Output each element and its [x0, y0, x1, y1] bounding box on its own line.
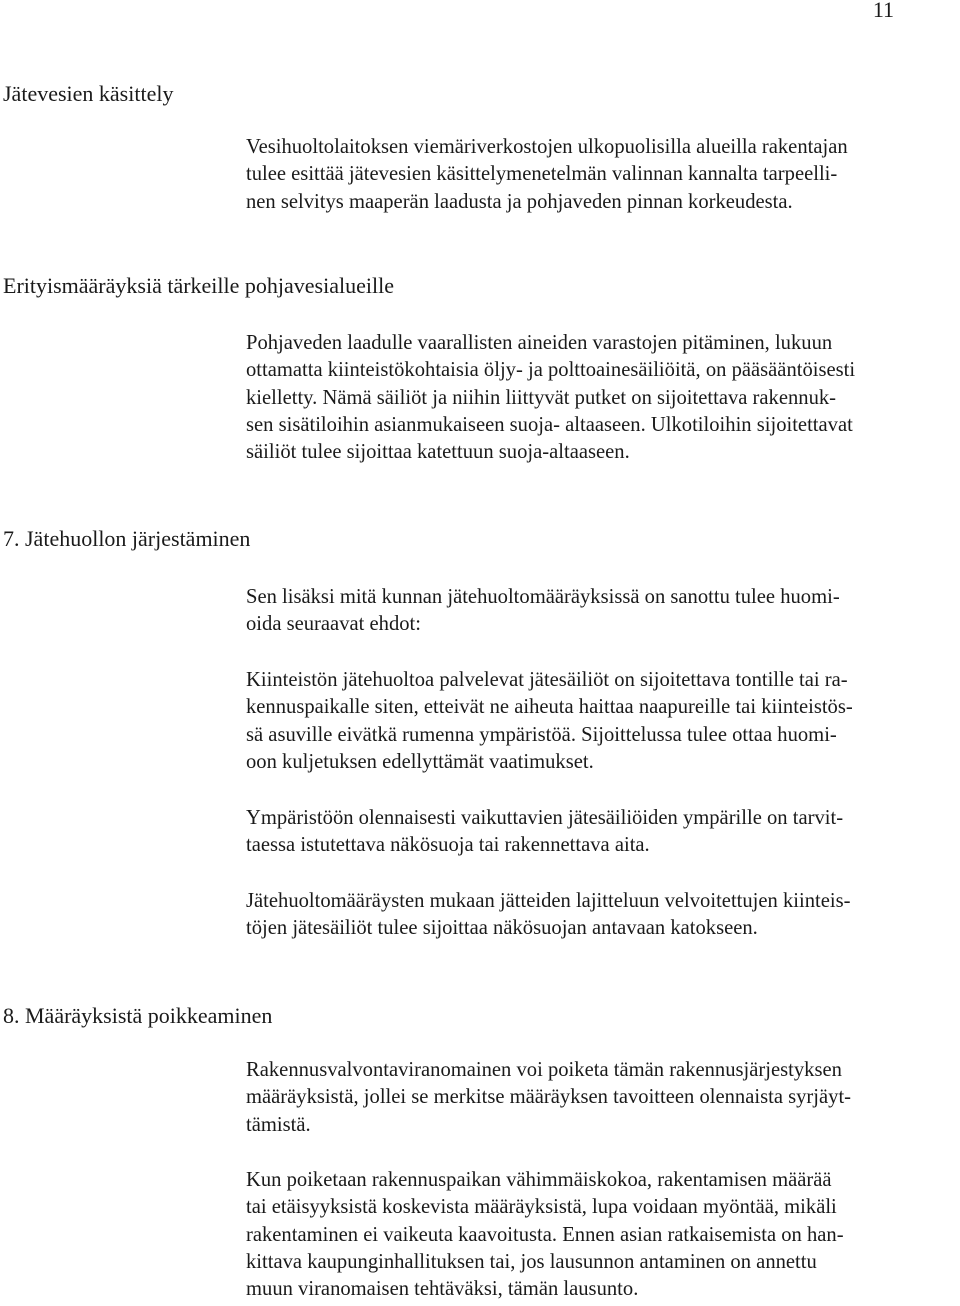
text-line: ottamatta kiinteistökohtaisia öljy- ja polttoainesäiliöitä, on pääsääntöisesti — [246, 359, 856, 382]
paragraph — [246, 330, 960, 466]
text-line: Vesihuoltolaitoksen viemäriverkostojen ulkopuolisilla alueilla rakentajan — [246, 136, 848, 158]
paragraph — [246, 584, 960, 639]
paragraph — [246, 805, 960, 860]
paragraph — [246, 1057, 960, 1139]
paragraph — [246, 134, 960, 216]
text-line: Kiinteistön jätehuoltoa palvelevat jätesäiliöt on sijoitettava tontille tai ra- — [246, 669, 848, 691]
text-line: säiliöt tulee sijoittaa katettuun suoja-altaaseen. — [246, 441, 630, 464]
text-line: oon kuljetuksen edellyttämät vaatimukset. — [246, 750, 594, 773]
text-line: Sen lisäksi mitä kunnan jätehuoltomääräyksissä on sanottu tulee huomi- — [246, 586, 840, 608]
text-line: Ympäristöön olennaisesti vaikuttavien jätesäiliöiden ympärille on tarvit- — [246, 807, 844, 829]
section-heading-jatehuollon-jarjestaminen: 7. Jätehuollon järjestäminen — [3, 526, 251, 551]
text-line: tulee esittää jätevesien käsittelymenetelmän valinnan kannalta tarpeelli- — [246, 163, 838, 186]
text-line: muun viranomaisen tehtäväksi, tämän lausunto. — [246, 1278, 639, 1301]
text-line: kielletty. Nämä säiliöt ja niihin liittyvät putket on sijoitettava rakennuk- — [246, 386, 837, 409]
page-number: 11 — [872, 0, 894, 22]
text-line: sen sisätiloihin asianmukaiseen suoja- altaaseen. Ulkotiloihin sijoitettavat — [246, 413, 853, 436]
text-line: tai etäisyyksistä koskevista määräyksistä, lupa voidaan myöntää, mikäli — [246, 1196, 837, 1219]
section-heading-maarayksista-poikkeaminen: 8. Määräyksistä poikkeaminen — [3, 1003, 273, 1028]
text-line: nen selvitys maaperän laadusta ja pohjaveden pinnan korkeudesta. — [246, 190, 793, 213]
text-line: tämistä. — [246, 1113, 311, 1136]
text-line: taessa istutettava näkösuoja tai rakennettava aita. — [246, 834, 650, 857]
paragraph — [246, 888, 960, 943]
text-line: Kun poiketaan rakennuspaikan vähimmäiskokoa, rakentamisen määrää — [246, 1169, 832, 1191]
section-heading-jatevesien-kasittely: Jätevesien käsittely — [3, 81, 174, 106]
text-line: kennuspaikalle siten, etteivät ne aiheuta haittaa naapureille tai kiinteistös- — [246, 696, 853, 719]
text-line: Jätehuoltomääräysten mukaan jätteiden lajitteluun velvoitettujen kiinteis- — [246, 890, 851, 912]
section-heading-erityismaarayksia: Erityismääräyksiä tärkeille pohjavesialueille — [3, 273, 394, 298]
text-line: rakentaminen ei vaikeuta kaavoitusta. Ennen asian ratkaisemista on han- — [246, 1223, 844, 1246]
text-line: sä asuville eivätkä rumenna ympäristöä. Sijoittelussa tulee ottaa huomi- — [246, 723, 837, 746]
text-line: töjen jätesäiliöt tulee sijoittaa näkösuojan antavaan katokseen. — [246, 917, 758, 940]
text-line: Pohjaveden laadulle vaarallisten aineiden varastojen pitäminen, lukuun — [246, 332, 833, 354]
text-line: oida seuraavat ehdot: — [246, 613, 421, 636]
paragraph — [246, 1167, 960, 1303]
text-line: Rakennusvalvontaviranomainen voi poiketa tämän rakennusjärjestyksen — [246, 1059, 842, 1081]
text-line: kittava kaupunginhallituksen tai, jos lausunnon antaminen on annettu — [246, 1250, 817, 1273]
text-line: määräyksistä, jollei se merkitse määräyksen tavoitteen olennaista syrjäyt- — [246, 1086, 852, 1109]
paragraph — [246, 667, 960, 776]
